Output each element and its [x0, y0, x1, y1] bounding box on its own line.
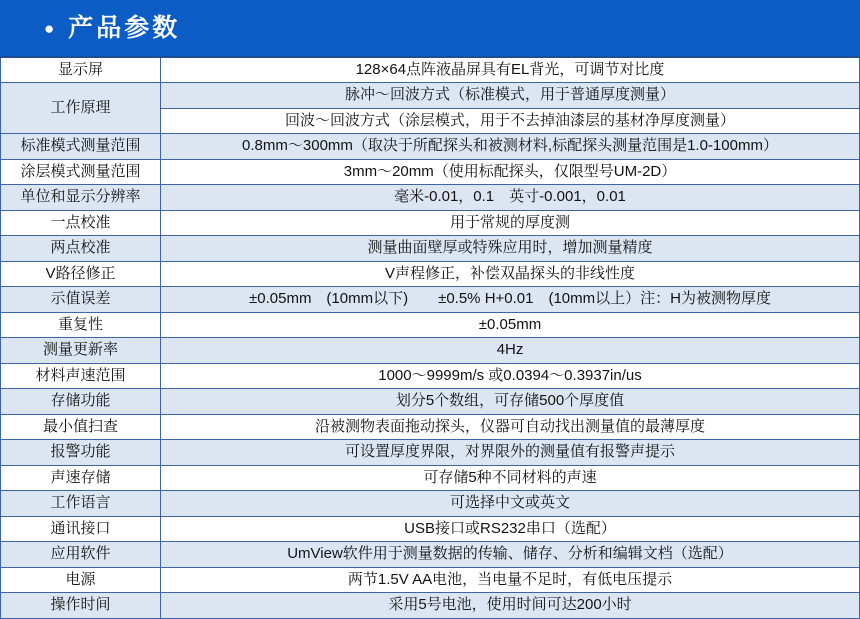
param-label: 应用软件	[1, 541, 161, 567]
param-label: 单位和显示分辨率	[1, 184, 161, 210]
table-row	[1, 516, 860, 541]
param-value: 脉冲～回波方式（标准模式，用于普通厚度测量）	[161, 82, 860, 108]
param-value: 1000～9999m/s 或0.0394～0.3937in/us	[161, 363, 860, 388]
table-row	[1, 414, 860, 439]
param-label: 两点校准	[1, 235, 161, 261]
param-label: 存储功能	[1, 388, 161, 414]
param-label: 报警功能	[1, 439, 161, 465]
param-label: 通讯接口	[1, 516, 161, 541]
table-row	[1, 57, 860, 82]
param-value: 用于常规的厚度测	[161, 210, 860, 235]
param-label: 工作原理	[1, 82, 161, 133]
table-row	[1, 235, 860, 261]
table-row-partial	[1, 592, 860, 618]
param-value: 3mm～20mm（使用标配探头，仅限型号UM-2D）	[161, 159, 860, 184]
param-label: 操作时间	[1, 592, 161, 618]
table-row	[1, 82, 860, 108]
param-label: 工作语言	[1, 490, 161, 516]
param-value: ±0.05mm	[161, 312, 860, 337]
param-label: 声速存储	[1, 465, 161, 490]
table-row	[1, 261, 860, 286]
param-label: 重复性	[1, 312, 161, 337]
table-row	[1, 541, 860, 567]
param-value: 0.8mm～300mm（取决于所配探头和被测材料,标配探头测量范围是1.0-100mm）	[161, 133, 860, 159]
param-label: 电源	[1, 567, 161, 592]
param-value: 沿被测物表面拖动探头，仪器可自动找出测量值的最薄厚度	[161, 414, 860, 439]
table-row	[1, 210, 860, 235]
param-value: 4Hz	[161, 337, 860, 363]
param-label: 最小值扫查	[1, 414, 161, 439]
table-row	[1, 490, 860, 516]
table-row	[1, 312, 860, 337]
param-label: 一点校准	[1, 210, 161, 235]
param-label: 测量更新率	[1, 337, 161, 363]
param-value: 可设置厚度界限，对界限外的测量值有报警声提示	[161, 439, 860, 465]
param-label: 涂层模式测量范围	[1, 159, 161, 184]
bullet-icon: ●	[44, 18, 55, 38]
param-value: 128×64点阵液晶屏具有EL背光，可调节对比度	[161, 57, 860, 82]
product-spec-table	[0, 56, 860, 619]
table-row	[1, 159, 860, 184]
param-label: 材料声速范围	[1, 363, 161, 388]
table-row	[1, 388, 860, 414]
param-value: 可存储5种不同材料的声速	[161, 465, 860, 490]
param-label: V路径修正	[1, 261, 161, 286]
table-row	[1, 133, 860, 159]
table-row	[1, 337, 860, 363]
section-header	[0, 0, 860, 56]
table-row	[1, 439, 860, 465]
param-value: 采用5号电池，使用时间可达200小时	[161, 592, 860, 618]
page-title: 产品参数	[68, 13, 181, 42]
table-row	[1, 363, 860, 388]
param-value: 可选择中文或英文	[161, 490, 860, 516]
table-row	[1, 465, 860, 490]
param-label: 标准模式测量范围	[1, 133, 161, 159]
param-label: 显示屏	[1, 57, 161, 82]
param-value: 毫米-0.01，0.1 英寸-0.001，0.01	[161, 184, 860, 210]
param-value: 划分5个数组，可存储500个厚度值	[161, 388, 860, 414]
param-value: V声程修正，补偿双晶探头的非线性度	[161, 261, 860, 286]
param-value: ±0.05mm (10mm以下) ±0.5% H+0.01 (10mm以上）注：H为被测物厚度	[161, 286, 860, 312]
param-label: 示值误差	[1, 286, 161, 312]
table-row	[1, 184, 860, 210]
param-value: UmView软件用于测量数据的传输、储存、分析和编辑文档（选配）	[161, 541, 860, 567]
param-value: 测量曲面壁厚或特殊应用时，增加测量精度	[161, 235, 860, 261]
param-value: USB接口或RS232串口（选配）	[161, 516, 860, 541]
table-row	[1, 286, 860, 312]
param-value: 两节1.5V AA电池，当电量不足时，有低电压提示	[161, 567, 860, 592]
param-value: 回波～回波方式（涂层模式，用于不去掉油漆层的基材净厚度测量）	[161, 108, 860, 133]
